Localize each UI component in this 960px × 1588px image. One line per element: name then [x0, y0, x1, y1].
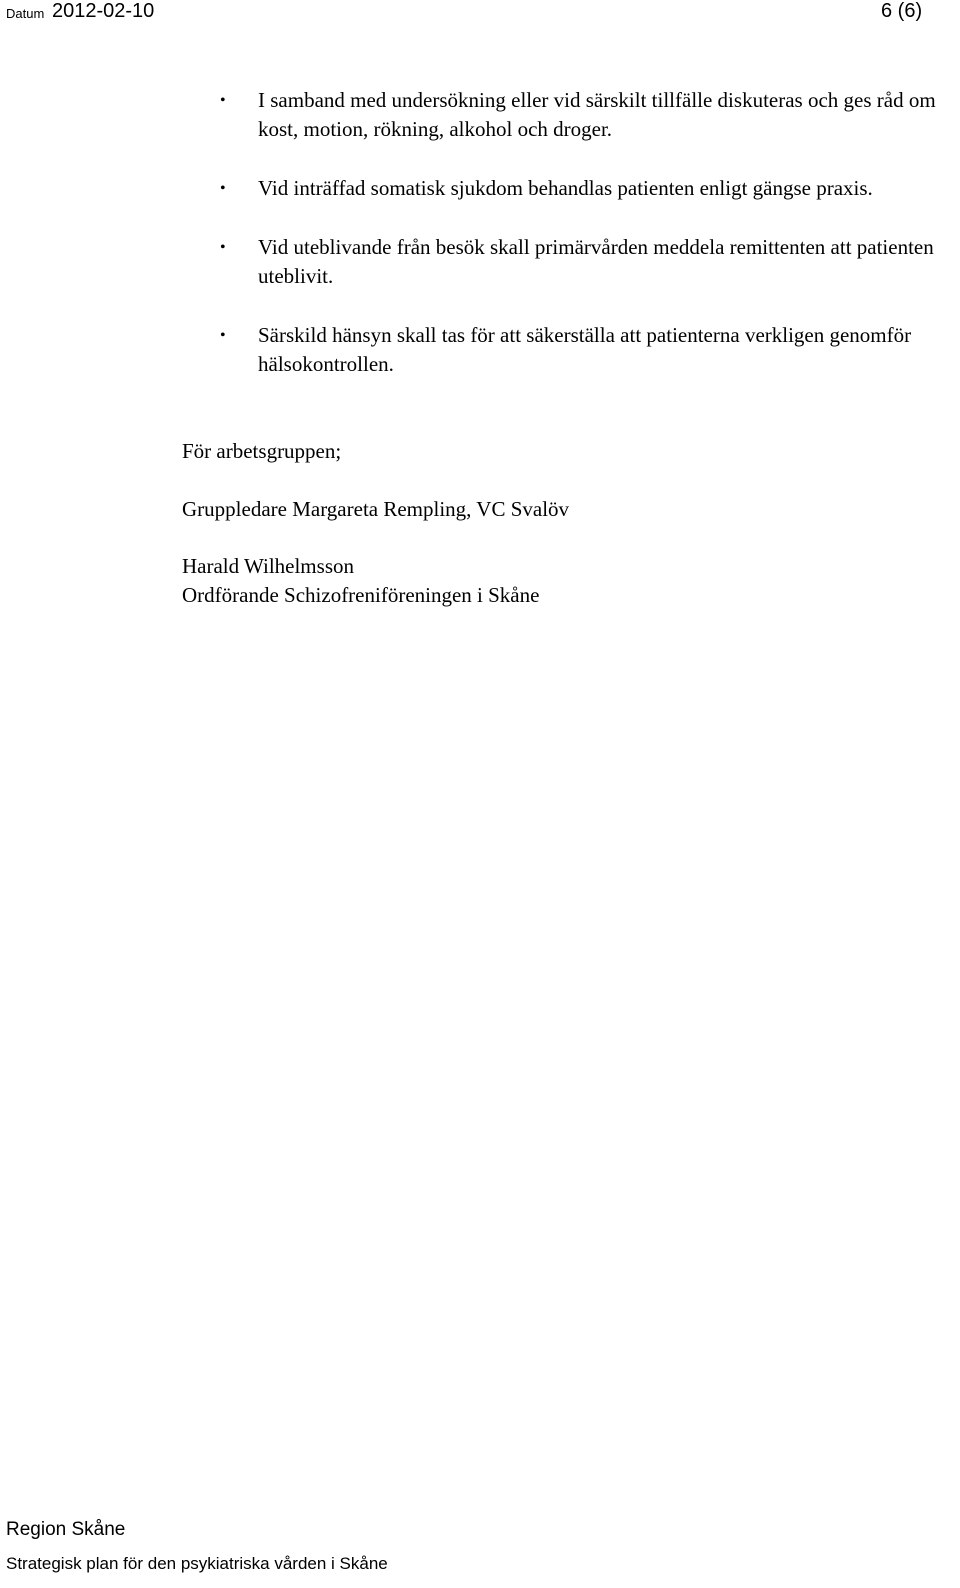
list-item — [182, 86, 952, 144]
page-number: 6 (6) — [881, 0, 923, 22]
group-leader: Gruppledare Margareta Rempling, VC Svalöv — [182, 497, 570, 521]
list-item — [182, 174, 952, 203]
bullet-list — [182, 86, 952, 409]
footer-document-title: Strategisk plan för den psykiatriska vården i Skåne — [6, 1554, 388, 1573]
signatory-name: Harald Wilhelmsson — [182, 554, 354, 578]
bullet-icon: • — [220, 239, 226, 256]
date-label: Datum — [6, 6, 45, 21]
list-item — [182, 233, 952, 291]
list-item-text: I samband med undersökning eller vid särskilt tillfälle diskuteras och ges råd om kost, motion, rökning, alkohol och droger. — [258, 88, 936, 141]
signatory-role: Ordförande Schizofreniföreningen i Skåne — [182, 583, 540, 607]
bullet-icon: • — [220, 327, 226, 344]
footer-organization: Region Skåne — [6, 1519, 126, 1540]
closing-intro: För arbetsgruppen; — [182, 439, 342, 463]
bullet-icon: • — [220, 180, 226, 197]
list-item — [182, 321, 952, 379]
bullet-icon: • — [220, 92, 226, 109]
list-item-text: Vid inträffad somatisk sjukdom behandlas patienten enligt gängse praxis. — [258, 176, 873, 200]
list-item-text: Vid uteblivande från besök skall primärvården meddela remittenten att patienten uteblivit. — [258, 235, 934, 288]
date-value: 2012-02-10 — [52, 0, 155, 22]
list-item-text: Särskild hänsyn skall tas för att säkerställa att patienterna verkligen genomför hälsokontrollen. — [258, 323, 912, 376]
